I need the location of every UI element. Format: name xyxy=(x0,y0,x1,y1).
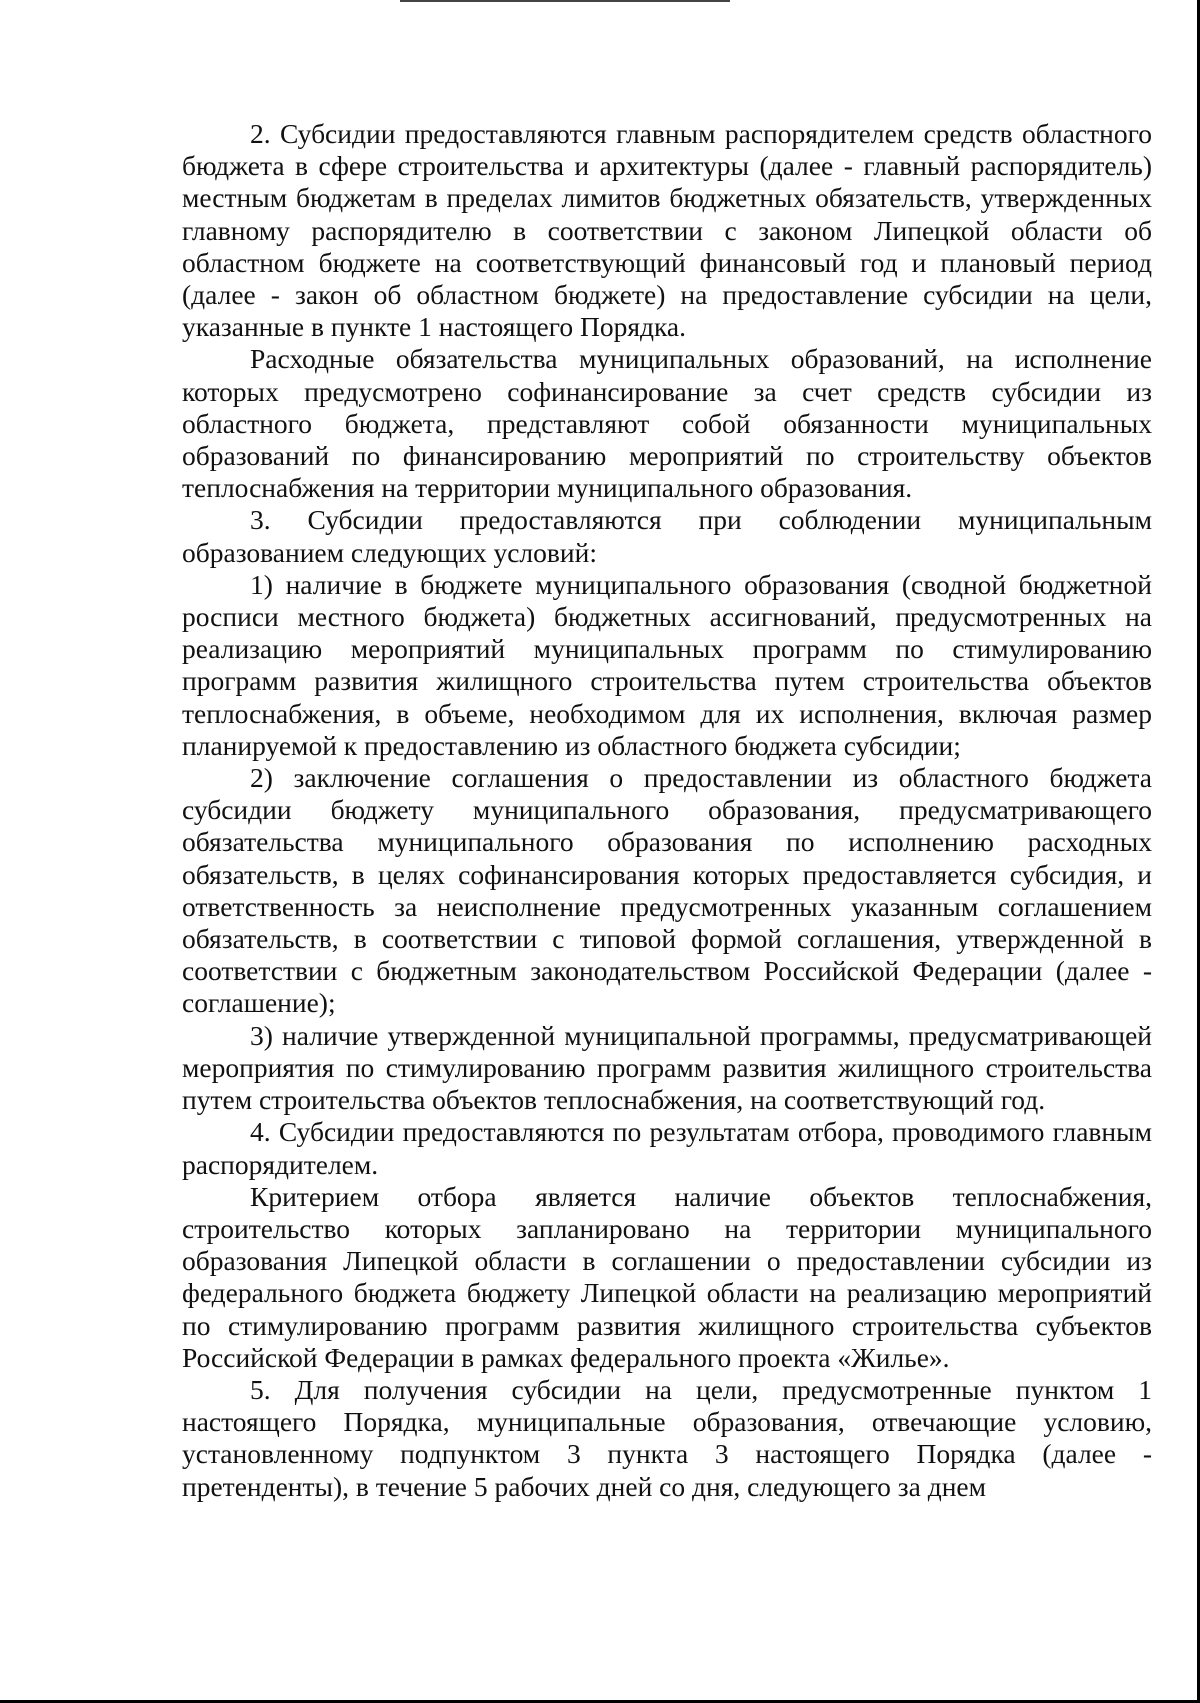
paragraph-expense-obligations: Расходные обязательства муниципальных образований, на исполнение которых предусмотрено софинансирование за счет средств субсидии из областного бюджета, представляют собой обязанности муниципальных образований по финансированию мероприятий по строительству объектов теплоснабжения на территории муниципального образования. xyxy=(182,343,1152,504)
paragraph-clause-5: 5. Для получения субсидии на цели, предусмотренные пунктом 1 настоящего Порядка, муниципальные образования, отвечающие условию, установленному подпунктом 3 пункта 3 настоящего Порядка (далее - претенденты), в течение 5 рабочих дней со дня, следующего за днем xyxy=(182,1373,1152,1502)
paragraph-clause-4: 4. Субсидии предоставляются по результатам отбора, проводимого главным распорядителем. xyxy=(182,1116,1152,1180)
paragraph-selection-criterion: Критерием отбора является наличие объектов теплоснабжения, строительство которых запланировано на территории муниципального образования Липецкой области в соглашении о предоставлении субсидии из федерального бюджета бюджету Липецкой области на реализацию мероприятий по стимулированию программ развития жилищного строительства субъектов Российской Федерации в рамках федерального проекта «Жилье». xyxy=(182,1180,1152,1373)
paragraph-clause-3: 3. Субсидии предоставляются при соблюдении муниципальным образованием следующих условий: xyxy=(182,504,1152,568)
scan-edge-mark xyxy=(400,0,730,2)
paragraph-clause-2: 2. Субсидии предоставляются главным распорядителем средств областного бюджета в сфере строительства и архитектуры (далее - главный распорядитель) местным бюджетам в пределах лимитов бюджетных обязательств, утвержденных главному распорядителю в соответствии с законом Липецкой области об областном бюджете на соответствующий финансовый год и плановый период (далее - закон об областном бюджете) на предоставление субсидии на цели, указанные в пункте 1 настоящего Порядка. xyxy=(182,118,1152,343)
paragraph-condition-2: 2) заключение соглашения о предоставлении из областного бюджета субсидии бюджету муниципального образования, предусматривающего обязательства муниципального образования по исполнению расходных обязательств, в целях софинансирования которых предоставляется субсидия, и ответственность за неисполнение предусмотренных указанным соглашением обязательств, в соответствии с типовой формой соглашения, утвержденной в соответствии с бюджетным законодательством Российской Федерации (далее - соглашение); xyxy=(182,762,1152,1019)
paragraph-condition-1: 1) наличие в бюджете муниципального образования (сводной бюджетной росписи местного бюджета) бюджетных ассигнований, предусмотренных на реализацию мероприятий муниципальных программ по стимулированию программ развития жилищного строительства путем строительства объектов теплоснабжения, в объеме, необходимом для их исполнения, включая размер планируемой к предоставлению из областного бюджета субсидии; xyxy=(182,568,1152,761)
document-body xyxy=(182,118,1152,1503)
paragraph-condition-3: 3) наличие утвержденной муниципальной программы, предусматривающей мероприятия по стимулированию программ развития жилищного строительства путем строительства объектов теплоснабжения, на соответствующий год. xyxy=(182,1019,1152,1116)
